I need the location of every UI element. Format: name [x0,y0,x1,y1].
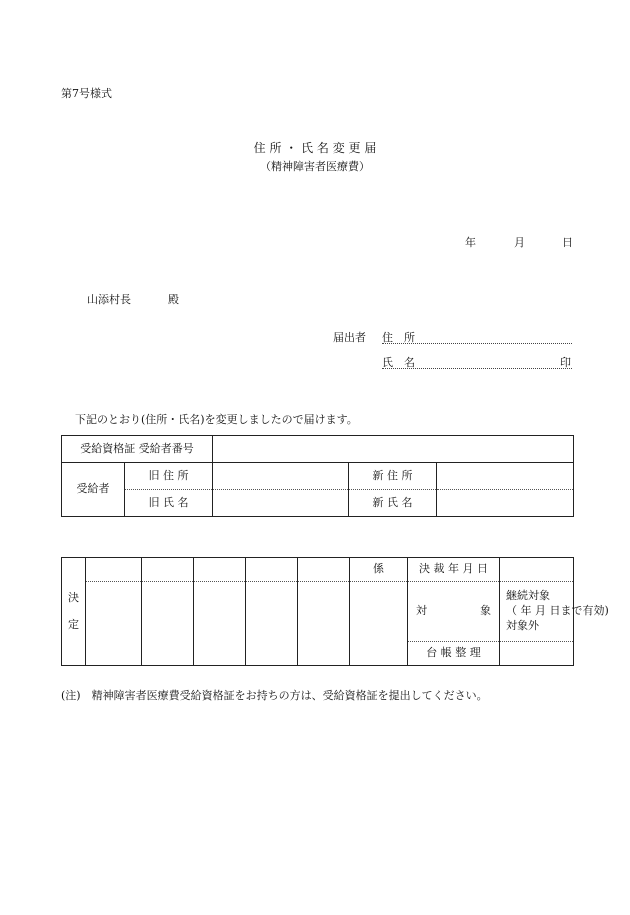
clerk-label: 係 [350,558,408,582]
target-option-excluded: 対象外 [506,618,539,632]
applicant-label: 届出者 [333,331,366,344]
form-number: 第7号様式 [61,87,112,100]
applicant-seal: 印 [560,356,571,369]
target-label [408,582,500,642]
target-char-1: 対 [416,604,427,618]
approval-cell[interactable] [86,558,142,582]
decision-date-field[interactable] [500,558,574,582]
new-name-field[interactable] [437,490,574,517]
target-char-2: 象 [480,604,491,618]
approval-cell[interactable] [246,558,298,582]
applicant-address-label: 住 所 [382,331,415,344]
form-title: 住 所 ・ 氏 名 変 更 届 [253,141,377,155]
decision-label [62,558,86,666]
old-address-field[interactable] [213,463,349,490]
recipient-change-table [61,435,574,517]
old-name-field[interactable] [213,490,349,517]
approval-stamp-cell[interactable] [142,582,194,666]
approval-stamp-cell[interactable] [298,582,350,666]
decision-char-2: 定 [68,617,79,631]
approval-cell[interactable] [142,558,194,582]
ledger-label: 台 帳 整 理 [408,642,500,666]
old-address-label: 旧 住 所 [125,463,213,490]
target-option-valid-until: （ 年 月 日まで有効) [506,604,609,618]
addressee-name: 山添村長 [87,293,131,306]
new-name-label: 新 氏 名 [349,490,437,517]
approval-stamp-cell[interactable] [194,582,246,666]
old-name-label: 旧 氏 名 [125,490,213,517]
approval-stamp-cell[interactable] [246,582,298,666]
applicant-name-line[interactable] [382,368,572,369]
date-day: 日 [562,236,573,249]
target-option-continue: 継続対象 [506,589,550,603]
clerk-stamp-cell[interactable] [350,582,408,666]
date-year: 年 [465,236,476,249]
decision-char-1: 決 [68,591,79,605]
applicant-name-label: 氏 名 [382,356,415,369]
approval-cell[interactable] [298,558,350,582]
applicant-address-line[interactable] [382,343,572,344]
target-options[interactable] [500,582,609,642]
ledger-field[interactable] [500,642,574,666]
recipient-label: 受給者 [62,463,125,517]
certificate-number-label: 受給資格証 受給者番号 [62,436,213,463]
date-month: 月 [514,236,525,249]
approval-cell[interactable] [194,558,246,582]
new-address-label: 新 住 所 [349,463,437,490]
certificate-number-field[interactable] [213,436,574,463]
form-subtitle: （精神障害者医療費） [260,160,370,173]
statement-text: 下記のとおり(住所・氏名)を変更しましたので届けます。 [75,413,358,426]
footnote: (注) 精神障害者医療費受給資格証をお持ちの方は、受給資格証を提出してください。 [61,689,488,702]
new-address-field[interactable] [437,463,574,490]
approval-stamp-cell[interactable] [86,582,142,666]
decision-date-label: 決 裁 年 月 日 [408,558,500,582]
addressee-honorific: 殿 [168,293,179,306]
decision-table [61,557,609,666]
